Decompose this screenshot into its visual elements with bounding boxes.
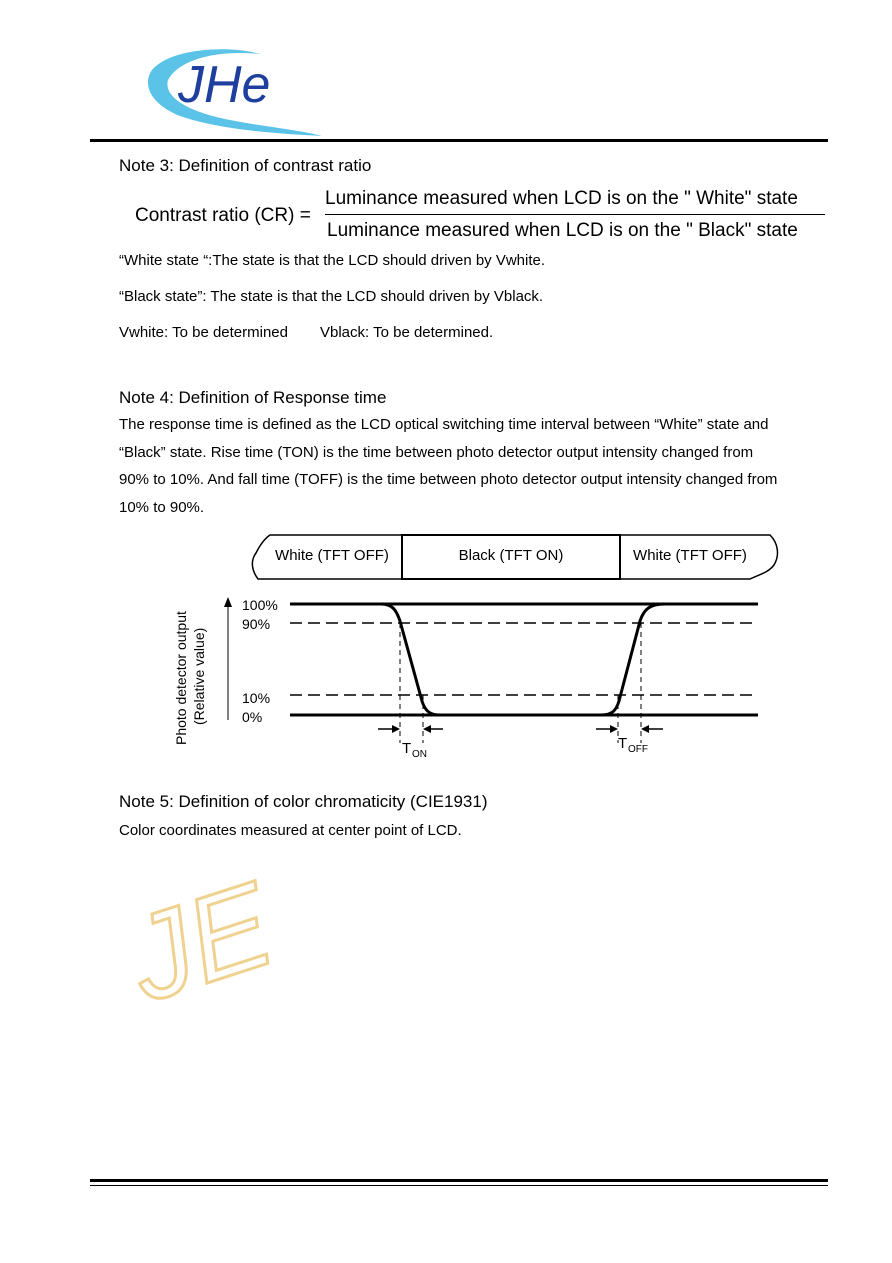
watermark-text: JE <box>112 870 288 1000</box>
logo-graphic <box>140 40 330 140</box>
formula-lhs: Contrast ratio (CR) = <box>135 205 311 226</box>
t-on-label: T <box>402 740 412 757</box>
note4-paragraph <box>119 411 839 521</box>
y-axis-sublabel: (Relative value) <box>191 627 207 725</box>
note5-heading: Note 5: Definition of color chromaticity (CIE1931) <box>119 792 488 811</box>
note5-text: Color coordinates measured at center point of LCD. <box>119 822 462 839</box>
company-logo <box>140 40 330 140</box>
level-0-label: 0% <box>242 709 263 725</box>
note4-heading: Note 4: Definition of Response time <box>119 388 387 407</box>
level-90-label: 90% <box>242 616 271 632</box>
y-axis-label: Photo detector output <box>173 611 189 745</box>
formula-denominator: Luminance measured when LCD is on the " Black" state <box>327 220 798 241</box>
formula-fraction-bar <box>325 214 825 215</box>
state-label-left: White (TFT OFF) <box>275 547 389 564</box>
watermark <box>110 870 310 1000</box>
white-state-def: “White state “:The state is that the LCD should driven by Vwhite. <box>119 252 546 269</box>
paragraph-line: 90% to 10%. And fall time (TOFF) is the time between photo detector output intensity changed from <box>119 471 778 488</box>
t-off-subscript: OFF <box>628 744 648 755</box>
level-100-label: 100% <box>242 597 278 613</box>
paragraph-line: The response time is defined as the LCD optical switching time interval between “White” state and <box>119 416 769 433</box>
formula-numerator: Luminance measured when LCD is on the " White" state <box>325 188 798 209</box>
response-time-diagram <box>160 525 790 765</box>
black-state-def: “Black state”: The state is that the LCD should driven by Vblack. <box>119 288 544 305</box>
t-on-subscript: ON <box>412 749 427 760</box>
vwhite-value: Vwhite: To be determined <box>119 324 288 341</box>
header-rule <box>90 139 828 142</box>
paragraph-line: 10% to 90%. <box>119 498 205 516</box>
footer-rule <box>90 1179 828 1182</box>
vblack-value: Vblack: To be determined. <box>320 324 494 341</box>
logo-text: JHe <box>178 56 271 114</box>
note3-heading: Note 3: Definition of contrast ratio <box>119 156 372 175</box>
level-10-label: 10% <box>242 690 271 706</box>
state-label-right: White (TFT OFF) <box>633 547 747 564</box>
t-off-label: T <box>618 735 628 752</box>
footer-rule-thin <box>90 1185 828 1186</box>
state-label-mid: Black (TFT ON) <box>458 547 564 564</box>
paragraph-line: “Black” state. Rise time (TON) is the time between photo detector output intensity changed from <box>119 443 754 461</box>
